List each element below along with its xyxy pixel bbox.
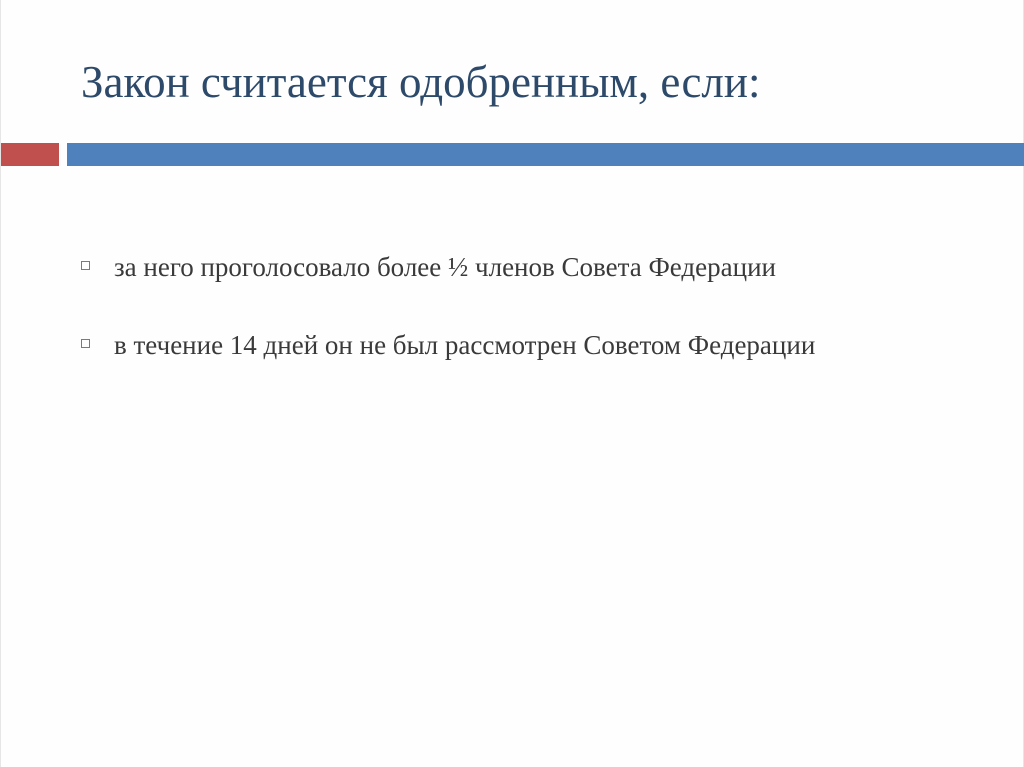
bullet-list [81, 250, 981, 406]
title-accent-bar-blue [67, 143, 1024, 166]
title-accent-bar-red [1, 143, 59, 166]
hollow-square-icon [81, 261, 90, 270]
bullet-text: за него проголосовало более ½ членов Совета Федерации [114, 252, 776, 282]
slide-title: Закон считается одобренным, если: [81, 57, 761, 107]
list-item [81, 328, 981, 362]
hollow-square-icon [81, 339, 90, 348]
bullet-text: в течение 14 дней он не был рассмотрен Советом Федерации [114, 330, 816, 360]
list-item [81, 250, 981, 284]
